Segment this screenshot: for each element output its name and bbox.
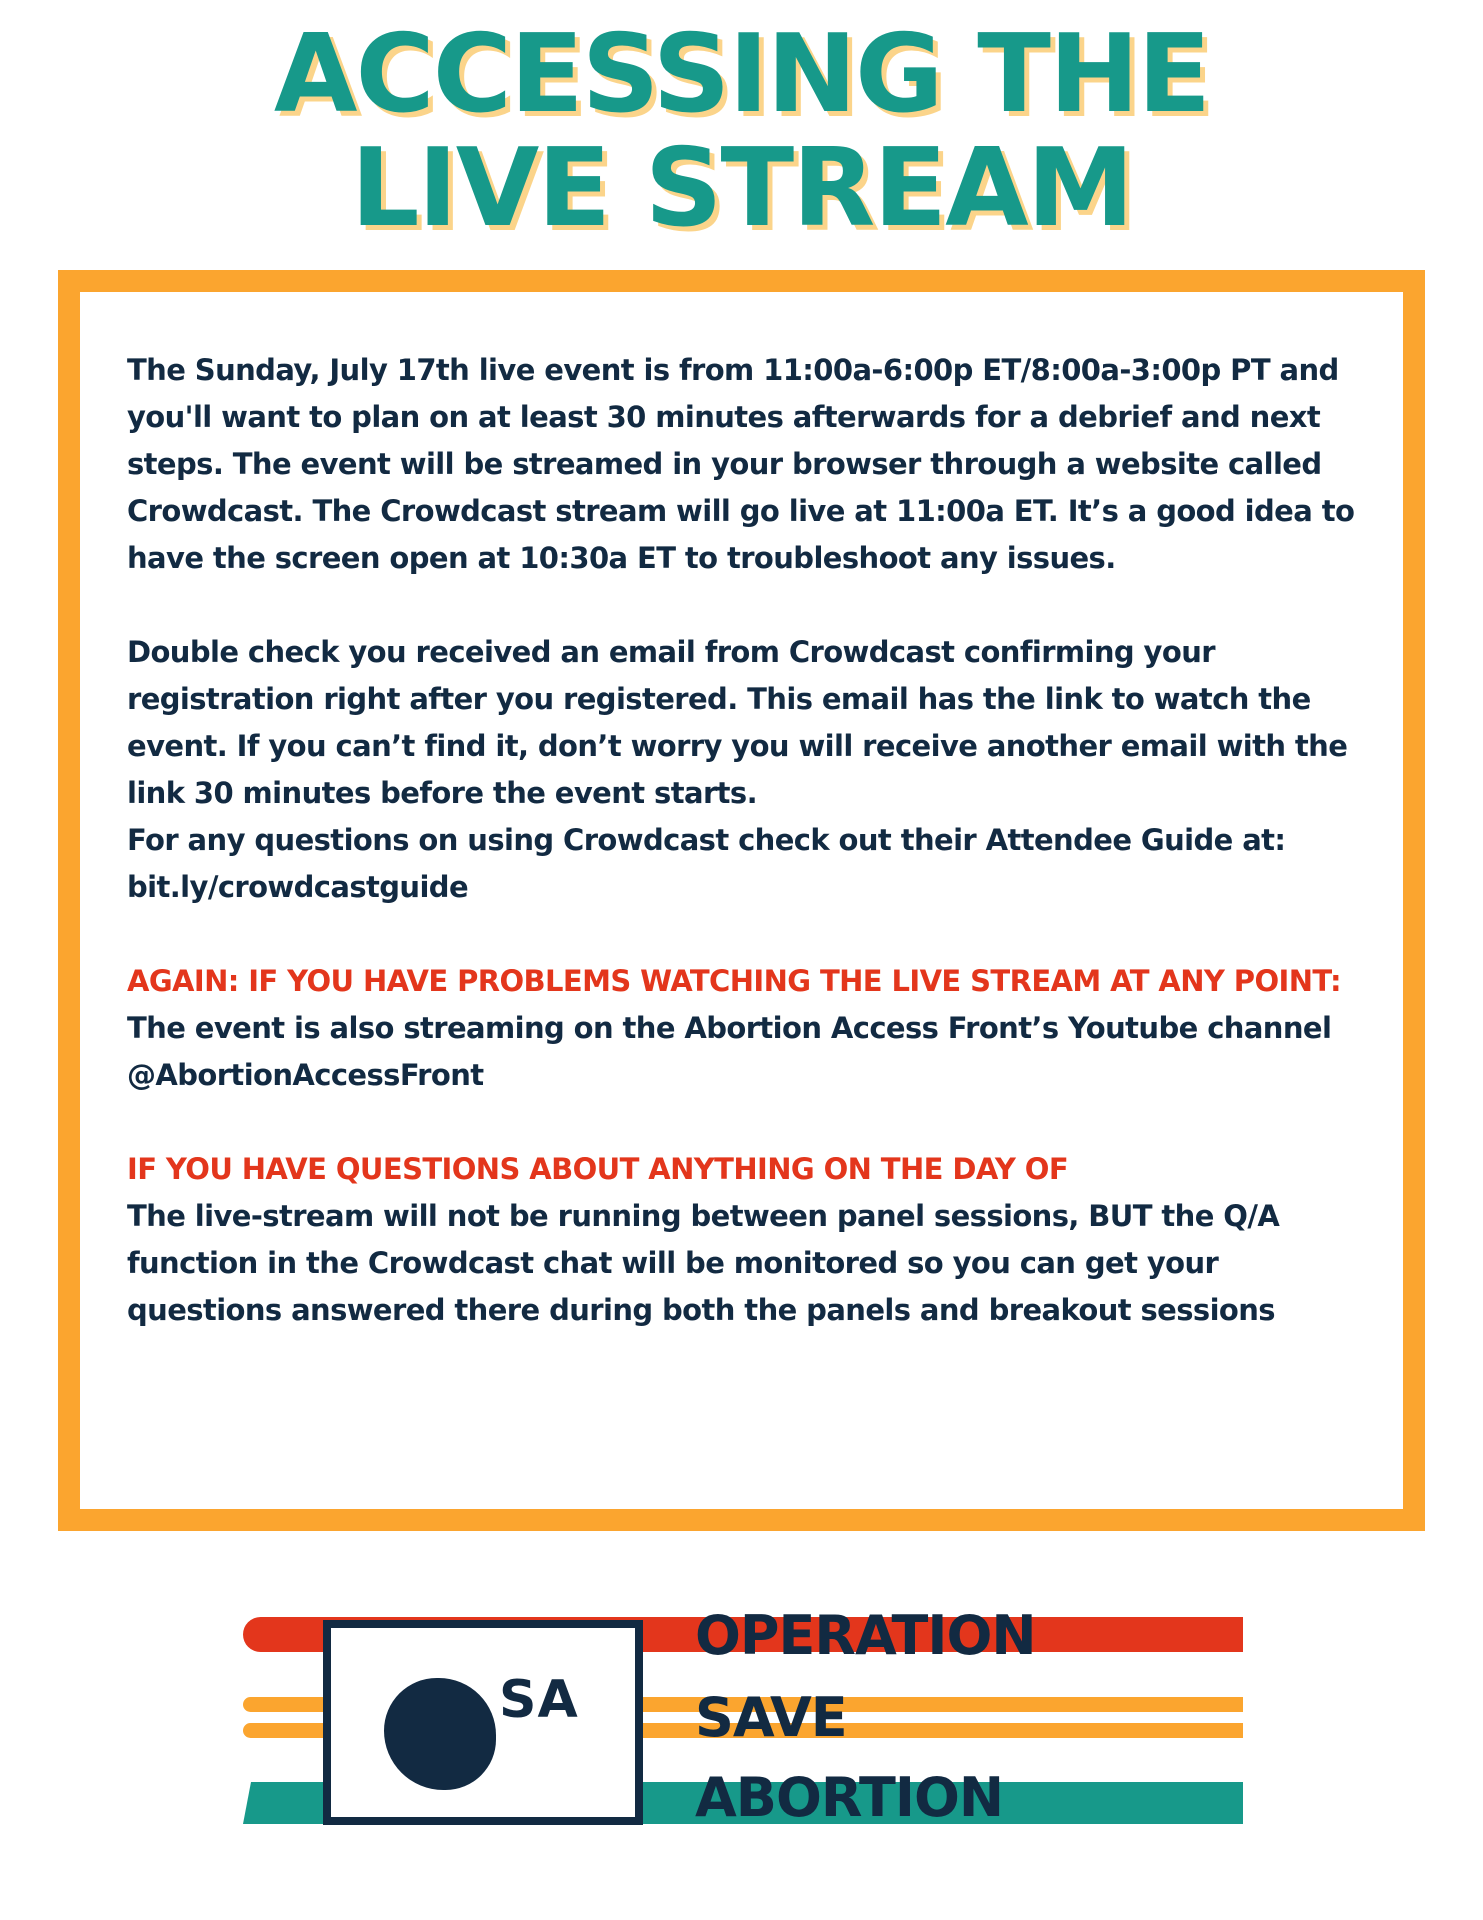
youtube-handle: @AbortionAccessFront <box>127 1058 484 1092</box>
attendee-guide-paragraph: For any questions on using Crowdcast check out their Attendee Guide at: bit.ly/crowdcastguide <box>127 823 1286 904</box>
event-time-paragraph: The Sunday, July 17th live event is from 11:00a-6:00p ET/8:00a-3:00p PT and you'll want to plan on at least 30 minutes afterwards for a debrief and next steps. The event will be streamed in your browser through a website called Crowdcast. The Crowdcast stream will go live at 11:00a ET. It’s a good idea to have the screen open at 10:30a ET to troubleshoot any issues. <box>127 353 1355 575</box>
logo-monogram: SA <box>499 1670 579 1730</box>
content-body <box>127 347 1377 1334</box>
youtube-paragraph: The event is also streaming on the Abortion Access Front’s Youtube channel <box>127 1011 1332 1045</box>
logo-word-abortion: ABORTION <box>695 1766 1004 1829</box>
title-line-1: ACCESSING THE <box>273 12 1210 137</box>
questions-heading: IF YOU HAVE QUESTIONS ABOUT ANYTHING ON THE DAY OF <box>127 1152 1069 1186</box>
page-title <box>0 12 1483 251</box>
email-check-paragraph: Double check you received an email from Crowdcast confirming your registration right after you registered. This email has the link to watch the event. If you can’t find it, don’t worry you will receive another email with the link 30 minutes before the event starts. <box>127 635 1348 810</box>
title-line-2: LIVE STREAM <box>350 126 1133 251</box>
logo-word-save: SAVE <box>695 1686 847 1749</box>
logo-word-operation: OPERATION <box>695 1604 1036 1667</box>
qa-paragraph: The live-stream will not be running between panel sessions, BUT the Q/A function in the Crowdcast chat will be monitored so you can get your questions answered there during both the panels and breakout sessions <box>127 1199 1280 1327</box>
logo-monogram-box <box>323 1620 643 1825</box>
problems-heading: AGAIN: IF YOU HAVE PROBLEMS WATCHING THE LIVE STREAM AT ANY POINT: <box>127 964 1341 998</box>
logo-dot-icon <box>384 1678 496 1790</box>
